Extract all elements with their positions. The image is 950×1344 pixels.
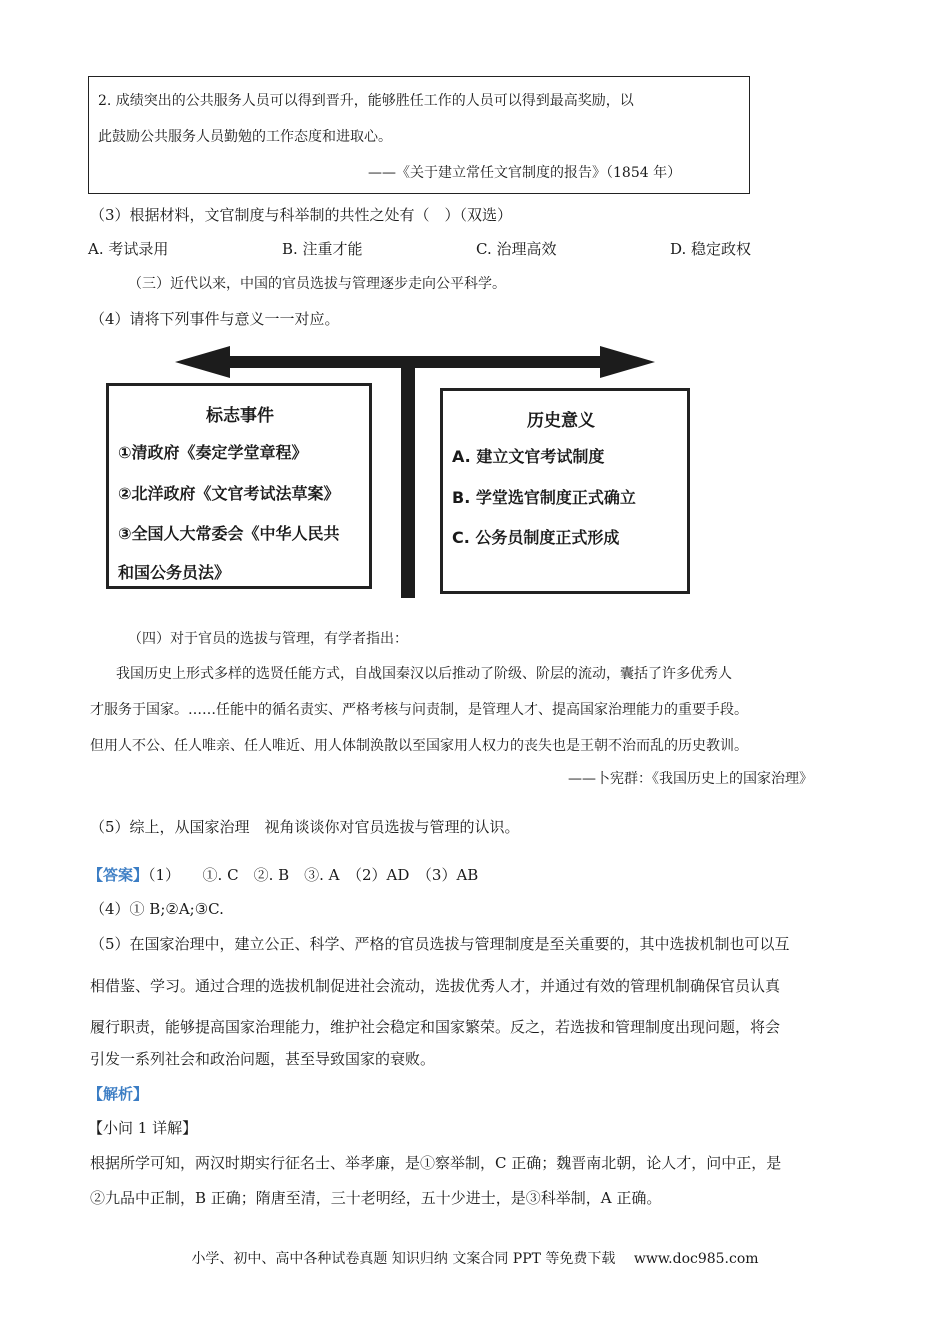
analysis-subheading: 【小问 1 详解】	[88, 1119, 198, 1137]
scholar-para-line: 我国历史上形式多样的选贤任能方式，自战国秦汉以后推动了阶级、阶层的流动，囊括了许多优秀人	[116, 666, 732, 682]
section-3-heading: （三）近代以来，中国的官员选拔与管理逐步走向公平科学。	[128, 276, 506, 292]
significance-item: A. 建立文官考试制度	[452, 447, 605, 466]
option-b: B. 注重才能	[282, 240, 363, 258]
option-c: C. 治理高效	[476, 240, 557, 258]
answer-para-line: 引发一系列社会和政治问题，甚至导致国家的衰败。	[90, 1050, 436, 1068]
event-item: ③全国人大常委会《中华人民共	[118, 524, 340, 543]
events-box-title: 标志事件	[206, 406, 274, 426]
scholar-source: ——卜宪群：《我国历史上的国家治理》	[568, 771, 813, 787]
quote-line: 2. 成绩突出的公共服务人员可以得到晋升，能够胜任工作的人员可以得到最高奖励，以	[98, 93, 634, 109]
question-3: （3）根据材料，文官制度与科举制的共性之处有（ ）（双选）	[90, 206, 513, 224]
significance-box-title: 历史意义	[527, 411, 595, 431]
analysis-label: 【解析】	[88, 1085, 149, 1103]
option-d: D. 稳定政权	[670, 240, 752, 258]
event-item: 和国公务员法》	[118, 563, 231, 582]
scholar-para-line: 才服务于国家。……任能中的循名责实、严格考核与问责制，是管理人才、提高国家治理能力的重要手段。	[90, 702, 748, 718]
significance-item: B. 学堂选官制度正式确立	[452, 488, 636, 507]
option-a: A. 考试录用	[88, 240, 169, 258]
answer-para-line: （5）在国家治理中，建立公正、科学、严格的官员选拔与管理制度是至关重要的，其中选拔机制也可以互	[90, 935, 790, 953]
quote-source: ——《关于建立常任文官制度的报告》（1854 年）	[368, 165, 682, 181]
event-item: ①清政府《奏定学堂章程》	[118, 443, 308, 462]
answer-line: （4）① B;②A;③C.	[90, 900, 224, 918]
analysis-para-line: ②九品中正制，B 正确；隋唐至清，三十老明经，五十少进士，是③科举制，A 正确。	[90, 1189, 662, 1207]
section-4-heading: （四）对于官员的选拔与管理，有学者指出：	[128, 631, 408, 647]
event-item: ②北洋政府《文官考试法草案》	[118, 484, 340, 503]
question-5: （5）综上，从国家治理 视角谈谈你对官员选拔与管理的认识。	[90, 818, 520, 836]
question-4: （4）请将下列事件与意义一一对应。	[90, 310, 340, 328]
significance-item: C. 公务员制度正式形成	[452, 528, 620, 547]
scholar-para-line: 但用人不公、任人唯亲、任人唯近、用人体制涣散以至国家用人权力的丧失也是王朝不治而乱的历史教训。	[90, 738, 748, 754]
analysis-para-line: 根据所学可知，两汉时期实行征名士、举孝廉，是①察举制，C 正确；魏晋南北朝，论人才，问中正，是	[90, 1154, 782, 1172]
answer-para-line: 相借鉴、学习。通过合理的选拔机制促进社会流动，选拔优秀人才，并通过有效的管理机制确保官员认真	[90, 977, 781, 995]
answer-para-line: 履行职责，能够提高国家治理能力，维护社会稳定和国家繁荣。反之，若选拔和管理制度出现问题，将会	[90, 1018, 781, 1036]
quote-line: 此鼓励公共服务人员勤勉的工作态度和进取心。	[98, 129, 392, 145]
answer-line: （1） ①. C ②. B ③. A （2）AD （3）AB	[148, 866, 479, 884]
answer-label: 【答案】	[88, 866, 149, 884]
arrow-stem	[401, 362, 415, 598]
page-footer: 小学、初中、高中各种试卷真题 知识归纳 文案合同 PPT 等免费下载 www.doc985.com	[191, 1251, 759, 1267]
